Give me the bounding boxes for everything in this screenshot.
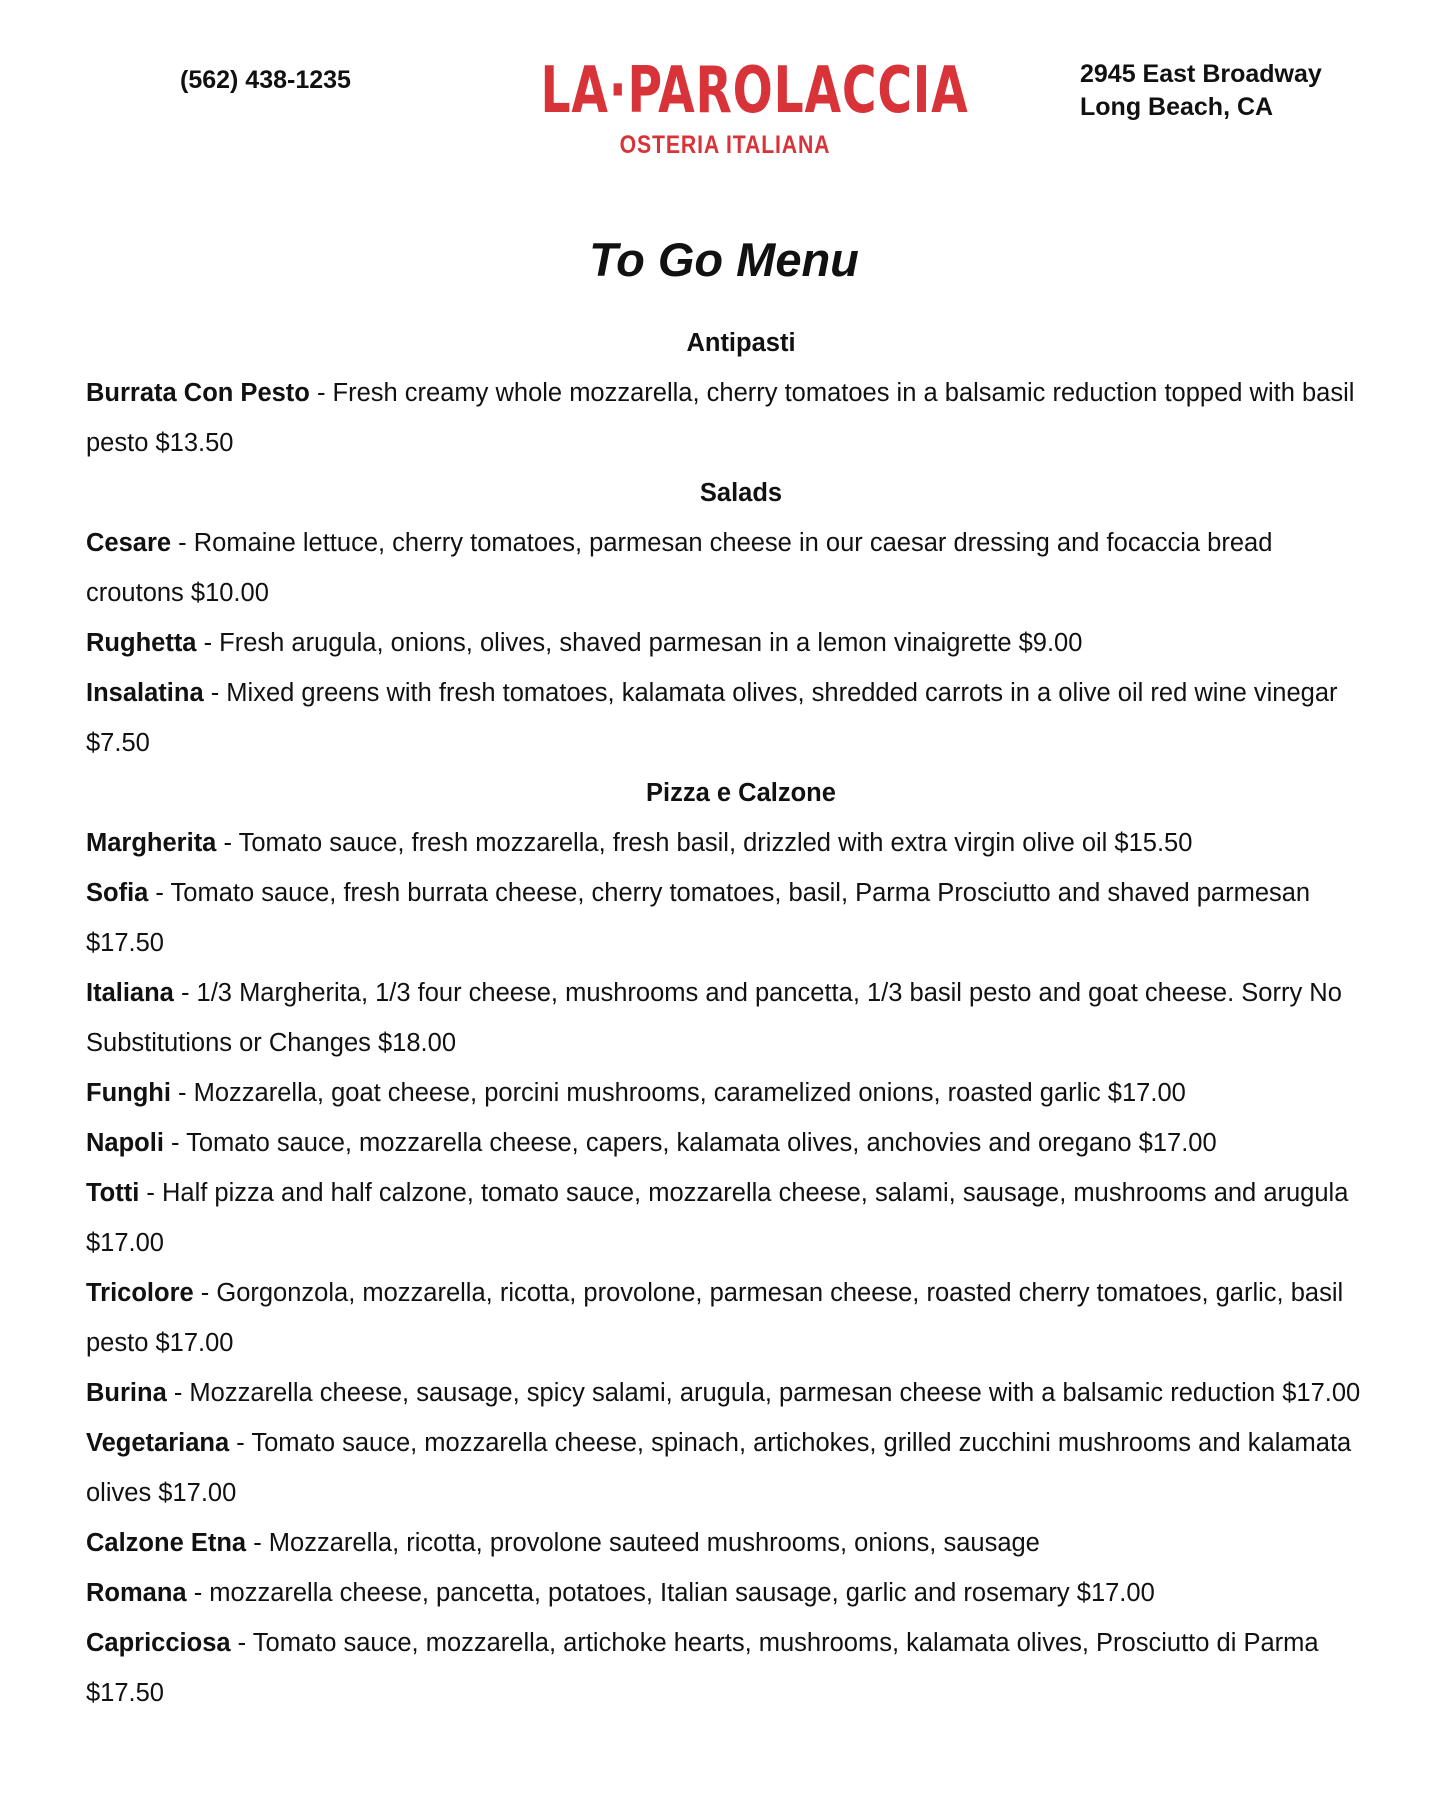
menu-item-description: - Tomato sauce, fresh burrata cheese, cherry tomatoes, basil, Parma Prosciutto and shaved parmesan $17.50: [86, 879, 1311, 957]
menu-item-name: Totti: [86, 1179, 140, 1207]
menu-item: [86, 1268, 1376, 1368]
section-title: Salads: [699, 479, 783, 507]
logo-name: LA·PAROLACCIA: [540, 54, 969, 128]
phone-number: (562) 438-1235: [180, 66, 351, 94]
menu-item: [86, 1118, 1376, 1168]
menu-item-name: Sofia: [86, 879, 149, 907]
menu-item: [86, 1368, 1376, 1418]
menu-item: [86, 1068, 1376, 1118]
menu-header: [0, 0, 1440, 200]
menu-item-description: - Mixed greens with fresh tomatoes, kalamata olives, shredded carrots in a olive oil red wine vinegar $7.50: [86, 679, 1338, 757]
menu-item-description: - 1/3 Margherita, 1/3 four cheese, mushrooms and pancetta, 1/3 basil pesto and goat cheese. Sorry No Substitutions or Changes $18.00: [86, 979, 1342, 1057]
menu-item-name: Vegetariana: [86, 1429, 230, 1457]
menu-item: [86, 868, 1376, 968]
menu-item-name: Italiana: [86, 979, 174, 1007]
section-title: Pizza e Calzone: [646, 779, 836, 807]
menu-item-description: - Mozzarella, ricotta, provolone sauteed mushrooms, onions, sausage: [246, 1529, 1040, 1557]
menu-item-description: - Mozzarella cheese, sausage, spicy salami, arugula, parmesan cheese with a balsamic reduction $17.00: [166, 1379, 1361, 1407]
menu-item: [86, 1418, 1376, 1518]
menu-content: [86, 318, 1376, 1718]
menu-item: [86, 1618, 1376, 1718]
menu-item-name: Napoli: [86, 1129, 164, 1157]
menu-item-name: Burrata Con Pesto: [86, 379, 310, 407]
menu-item-description: - Tomato sauce, mozzarella cheese, spinach, artichokes, grilled zucchini mushrooms and kalamata olives $17.00: [86, 1429, 1352, 1507]
menu-item-name: Romana: [86, 1579, 187, 1607]
menu-item-name: Insalatina: [86, 679, 204, 707]
restaurant-logo: [500, 52, 969, 160]
logo-subtitle: OSTERIA ITALIANA: [619, 131, 831, 159]
menu-item: [86, 668, 1376, 768]
address-line-1: 2945 East Broadway: [1080, 60, 1322, 88]
menu-item-description: - Romaine lettuce, cherry tomatoes, parmesan cheese in our caesar dressing and focaccia bread croutons $10.00: [86, 529, 1273, 607]
menu-item-description: - Tomato sauce, mozzarella cheese, capers, kalamata olives, anchovies and oregano $17.00: [163, 1129, 1217, 1157]
menu-item-name: Tricolore: [86, 1279, 194, 1307]
menu-item: [86, 968, 1376, 1068]
menu-item-name: Margherita: [86, 829, 217, 857]
menu-item-name: Calzone Etna: [86, 1529, 247, 1557]
menu-item-name: Rughetta: [86, 629, 197, 657]
menu-item-description: - Tomato sauce, fresh mozzarella, fresh basil, drizzled with extra virgin olive oil $15.50: [216, 829, 1193, 857]
menu-item: [86, 368, 1376, 468]
menu-item-description: - Gorgonzola, mozzarella, ricotta, provolone, parmesan cheese, roasted cherry tomatoes, garlic, basil pesto $17.00: [86, 1279, 1344, 1357]
menu-title: To Go Menu: [589, 233, 859, 286]
menu-item-description: - Fresh arugula, onions, olives, shaved parmesan in a lemon vinaigrette $9.00: [196, 629, 1083, 657]
menu-item-name: Funghi: [86, 1079, 171, 1107]
menu-item-name: Capricciosa: [86, 1629, 231, 1657]
menu-item: [86, 1568, 1376, 1618]
section-title: Antipasti: [686, 329, 796, 357]
menu-item-description: - Mozzarella, goat cheese, porcini mushrooms, caramelized onions, roasted garlic $17.00: [170, 1079, 1186, 1107]
menu-item-name: Cesare: [86, 529, 172, 557]
menu-item: [86, 818, 1376, 868]
menu-item: [86, 1518, 1376, 1568]
address: [1080, 58, 1322, 124]
menu-item: [86, 1168, 1376, 1268]
menu-item-description: - mozzarella cheese, pancetta, potatoes, Italian sausage, garlic and rosemary $17.00: [186, 1579, 1155, 1607]
menu-item-name: Burina: [86, 1379, 167, 1407]
menu-item: [86, 618, 1376, 668]
menu-item: [86, 518, 1376, 618]
menu-item-description: - Fresh creamy whole mozzarella, cherry tomatoes in a balsamic reduction topped with basil pesto $13.50: [86, 379, 1355, 457]
menu-item-description: - Half pizza and half calzone, tomato sauce, mozzarella cheese, salami, sausage, mushrooms and arugula $17.00: [86, 1179, 1349, 1257]
menu-item-description: - Tomato sauce, mozzarella, artichoke hearts, mushrooms, kalamata olives, Prosciutto di Parma $17.50: [86, 1629, 1319, 1707]
address-line-2: Long Beach, CA: [1080, 93, 1274, 121]
